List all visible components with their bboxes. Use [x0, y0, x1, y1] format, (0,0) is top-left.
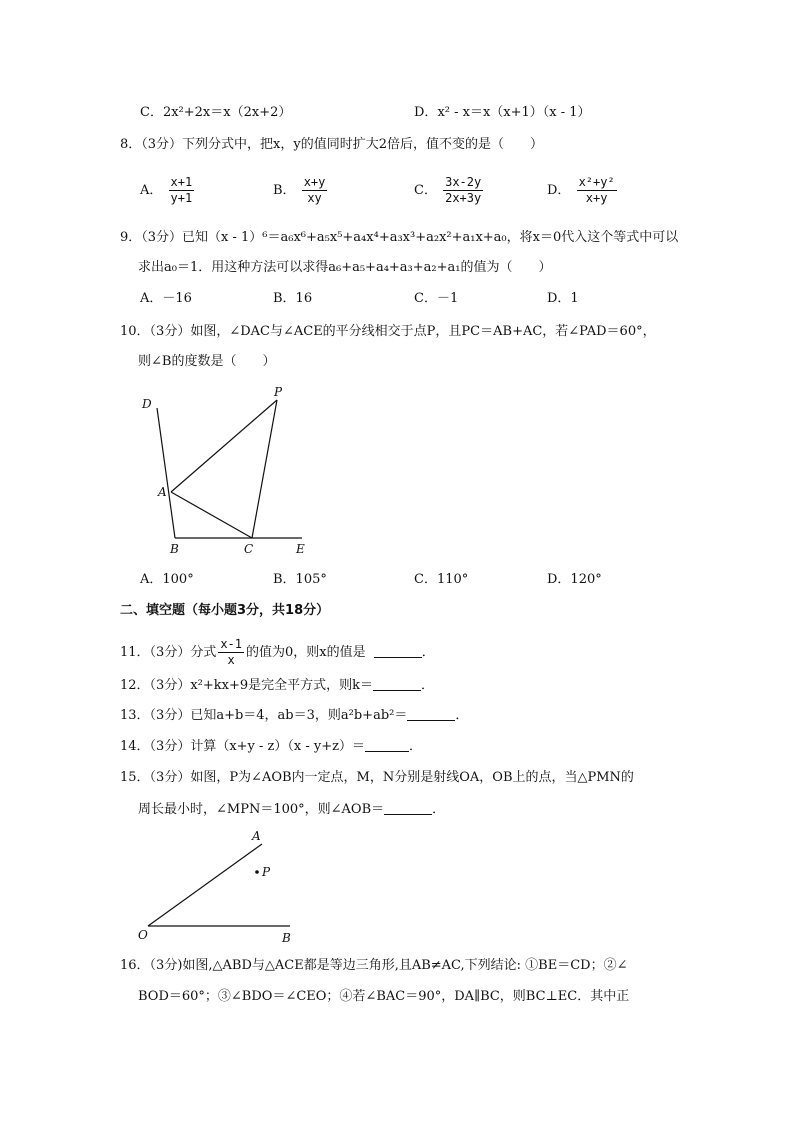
q8-option-d [547, 175, 619, 206]
q8-option-c [414, 175, 485, 206]
line-pc [252, 400, 277, 538]
q15-line2 [138, 801, 445, 819]
fraction [577, 175, 617, 206]
point-label-o: O [138, 928, 148, 942]
fraction [443, 175, 483, 206]
q10-line1: 10．（3分）如图，∠DAC与∠ACE的平分线相交于点P，且PC＝AB+AC，若∠PAD＝60°， [120, 324, 656, 339]
q16-line2: BOD＝60°；③∠BDO＝∠CEO；④若∠BAC＝90°，DA∥BC，则BC⊥EC．其中正 [138, 989, 630, 1004]
numerator: x+1 [170, 175, 193, 189]
q10-line2: 则∠B的度数是（ ） [138, 354, 276, 369]
numerator: x+y [303, 175, 326, 189]
q9-line2: 求出a₀＝1．用这种方法可以求得a₆+a₅+a₄+a₃+a₂+a₁的值为（ ） [138, 260, 552, 275]
option-label: B． [273, 183, 296, 198]
numerator: x-1 [220, 637, 243, 651]
point-label-c: C [244, 542, 254, 556]
denominator: y+1 [170, 191, 193, 205]
q9-option-a: A．－16 [140, 291, 192, 306]
period: ． [408, 739, 422, 754]
q15-line1: 15．（3分）如图，P为∠AOB内一定点，M，N分别是射线OA，OB上的点，当△PMN的 [120, 770, 634, 785]
q11-suffix: 的值为0，则x的值是 [246, 645, 366, 660]
answer-blank[interactable] [407, 708, 455, 721]
answer-blank[interactable] [373, 678, 421, 691]
option-label: D． [414, 105, 438, 120]
answer-blank[interactable] [384, 802, 432, 815]
point-label-a: A [158, 485, 167, 499]
q8-option-b [273, 175, 329, 206]
option-label: C． [414, 183, 437, 198]
q14-text: 14．（3分）计算（x+y - z）（x - y+z）＝ [120, 739, 365, 754]
denominator: xy [307, 191, 322, 205]
section-heading: 二、填空题（每小题3分，共18分） [120, 603, 330, 618]
q12 [120, 677, 434, 695]
period: ． [421, 645, 435, 660]
q10-figure [130, 382, 320, 562]
denominator: x+y [585, 191, 608, 205]
q15-figure [130, 824, 305, 946]
q10-option-a: A．100° [140, 572, 194, 587]
point-p [255, 870, 259, 874]
q16-line1: 16．（3分)如图,△ABD与△ACE都是等边三角形,且AB≠AC,下列结论: ①BE＝CD；②∠ [120, 958, 628, 973]
fraction [169, 175, 195, 206]
numerator: x²+y² [578, 175, 615, 189]
point-label-d: D [142, 397, 152, 411]
q10-option-c: C．110° [414, 572, 469, 587]
q9-line1: 9．（3分）已知（x - 1）⁶＝a₆x⁶+a₅x⁵+a₄x⁴+a₃x³+a₂x²+a₁x+a₀，将x＝0代入这个等式中可以 [120, 230, 679, 245]
point-label-b: B [170, 542, 179, 556]
q9-option-d: D．1 [547, 291, 579, 306]
q7-option-c [140, 104, 291, 122]
q11 [120, 637, 435, 668]
option-label: C． [140, 105, 163, 120]
fraction [218, 637, 244, 668]
q9-option-b: B．16 [273, 291, 313, 306]
q13 [120, 707, 468, 725]
option-text: x² - x＝x（x+1）（x - 1） [437, 105, 591, 120]
point-label-p: P [274, 385, 283, 399]
point-label-b: B [282, 931, 291, 945]
q15-line2-text: 周长最小时，∠MPN＝100°，则∠AOB＝ [138, 802, 385, 817]
q10-option-d: D．120° [547, 572, 602, 587]
q9-option-c: C．－1 [414, 291, 459, 306]
period: ． [421, 678, 435, 693]
point-label-a: A [252, 829, 261, 843]
line-ap [171, 400, 277, 492]
q10-option-b: B．105° [273, 572, 327, 587]
period: ． [455, 708, 469, 723]
point-label-e: E [296, 542, 305, 556]
denominator: x [227, 653, 235, 667]
option-label: A． [140, 183, 163, 198]
line-ac [171, 492, 252, 538]
q8-stem: 8．（3分）下列分式中，把x，y的值同时扩大2倍后，值不变的是（ ） [120, 137, 543, 152]
q12-text: 12．（3分）x²+kx+9是完全平方式，则k＝ [120, 678, 373, 693]
period: ． [432, 802, 446, 817]
ray-oa [148, 844, 262, 926]
option-text: 2x²+2x＝x（2x+2） [162, 105, 292, 120]
q11-prefix: 11．（3分）分式 [120, 645, 217, 660]
point-label-p: P [262, 865, 271, 879]
numerator: 3x-2y [445, 175, 482, 189]
denominator: 2x+3y [445, 191, 482, 205]
q7-option-d [414, 104, 591, 122]
answer-blank[interactable] [374, 645, 422, 658]
q14 [120, 738, 422, 756]
fraction [302, 175, 328, 206]
q13-text: 13．（3分）已知a+b＝4，ab＝3，则a²b+ab²＝ [120, 708, 408, 723]
line-db [157, 408, 175, 538]
answer-blank[interactable] [365, 739, 409, 752]
q8-option-a [140, 175, 196, 206]
option-label: D． [547, 183, 571, 198]
